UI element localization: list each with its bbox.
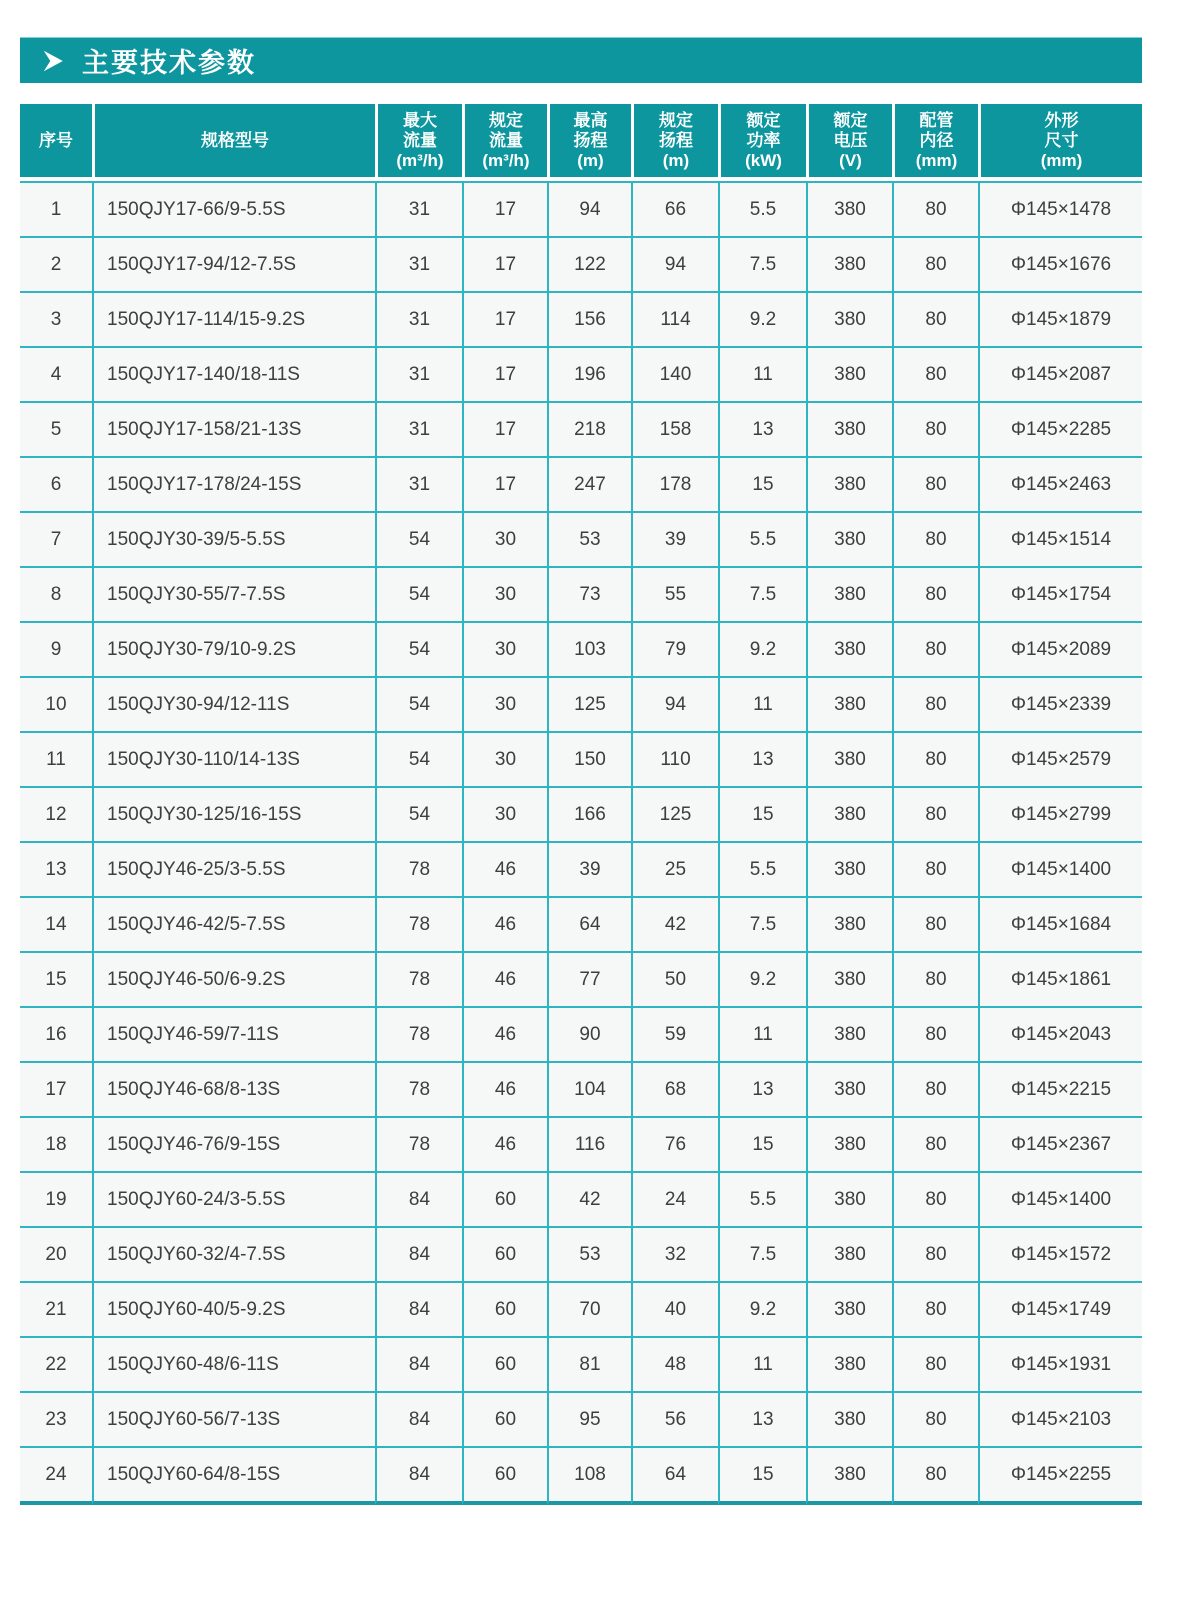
cell-dimensions: Φ145×1478 [978,181,1142,238]
cell-rated-head: 94 [631,678,718,733]
cell-index: 12 [20,788,92,843]
cell-max-flow: 31 [375,458,462,513]
header-cell-rated-flow: 规定 流量 (m³/h) [462,104,547,181]
cell-model: 150QJY46-68/8-13S [92,1063,375,1118]
cell-voltage: 380 [806,513,892,568]
cell-pipe-bore: 80 [892,733,978,788]
cell-dimensions: Φ145×1931 [978,1338,1142,1393]
cell-pipe-bore: 80 [892,898,978,953]
cell-max-head: 39 [547,843,631,898]
cell-index: 1 [20,181,92,238]
cell-rated-head: 48 [631,1338,718,1393]
cell-index: 16 [20,1008,92,1063]
cell-power: 5.5 [718,513,806,568]
cell-pipe-bore: 80 [892,1118,978,1173]
cell-rated-flow: 30 [462,788,547,843]
cell-voltage: 380 [806,1118,892,1173]
cell-rated-head: 110 [631,733,718,788]
cell-model: 150QJY30-55/7-7.5S [92,568,375,623]
cell-max-flow: 54 [375,678,462,733]
cell-pipe-bore: 80 [892,1063,978,1118]
cell-max-head: 247 [547,458,631,513]
cell-power: 13 [718,733,806,788]
cell-power: 13 [718,1393,806,1448]
header-cell-pipe-bore: 配管 内径 (mm) [892,104,978,181]
cell-max-head: 103 [547,623,631,678]
cell-rated-flow: 60 [462,1448,547,1505]
table-row [20,238,1142,293]
cell-power: 9.2 [718,623,806,678]
cell-dimensions: Φ145×2367 [978,1118,1142,1173]
cell-max-flow: 84 [375,1283,462,1338]
cell-power: 5.5 [718,843,806,898]
cell-index: 2 [20,238,92,293]
cell-rated-head: 79 [631,623,718,678]
cell-max-head: 116 [547,1118,631,1173]
table-row [20,513,1142,568]
table-row [20,293,1142,348]
cell-rated-head: 68 [631,1063,718,1118]
cell-model: 150QJY17-140/18-11S [92,348,375,403]
cell-max-flow: 54 [375,513,462,568]
cell-voltage: 380 [806,403,892,458]
cell-rated-flow: 60 [462,1338,547,1393]
cell-model: 150QJY17-178/24-15S [92,458,375,513]
cell-rated-flow: 17 [462,348,547,403]
cell-power: 15 [718,1118,806,1173]
cell-max-flow: 54 [375,623,462,678]
cell-max-head: 196 [547,348,631,403]
cell-rated-flow: 46 [462,1008,547,1063]
cell-voltage: 380 [806,1393,892,1448]
cell-max-head: 53 [547,1228,631,1283]
cell-dimensions: Φ145×2087 [978,348,1142,403]
header-cell-voltage: 额定 电压 (V) [806,104,892,181]
table-row [20,1228,1142,1283]
cell-power: 7.5 [718,568,806,623]
cell-index: 8 [20,568,92,623]
section-title-bar [20,37,1142,83]
cell-rated-head: 114 [631,293,718,348]
cell-max-flow: 78 [375,953,462,1008]
cell-voltage: 380 [806,1338,892,1393]
cell-max-head: 95 [547,1393,631,1448]
cell-pipe-bore: 80 [892,843,978,898]
cell-model: 150QJY60-48/6-11S [92,1338,375,1393]
cell-rated-head: 66 [631,181,718,238]
table-row [20,348,1142,403]
table-row [20,843,1142,898]
cell-dimensions: Φ145×1684 [978,898,1142,953]
cell-rated-head: 76 [631,1118,718,1173]
cell-dimensions: Φ145×2799 [978,788,1142,843]
cell-power: 11 [718,678,806,733]
table-row [20,181,1142,238]
cell-power: 7.5 [718,1228,806,1283]
cell-voltage: 380 [806,1283,892,1338]
cell-max-head: 73 [547,568,631,623]
cell-dimensions: Φ145×2103 [978,1393,1142,1448]
table-row [20,953,1142,1008]
cell-dimensions: Φ145×2285 [978,403,1142,458]
cell-max-flow: 78 [375,1008,462,1063]
cell-max-head: 108 [547,1448,631,1505]
cell-dimensions: Φ145×1514 [978,513,1142,568]
cell-model: 150QJY17-66/9-5.5S [92,181,375,238]
cell-pipe-bore: 80 [892,238,978,293]
cell-rated-head: 50 [631,953,718,1008]
cell-power: 7.5 [718,898,806,953]
cell-index: 20 [20,1228,92,1283]
cell-power: 13 [718,403,806,458]
cell-model: 150QJY46-59/7-11S [92,1008,375,1063]
cell-max-head: 70 [547,1283,631,1338]
table-row [20,1338,1142,1393]
cell-index: 4 [20,348,92,403]
cell-rated-head: 158 [631,403,718,458]
cell-rated-head: 32 [631,1228,718,1283]
cell-max-head: 64 [547,898,631,953]
header-cell-max-flow: 最大 流量 (m³/h) [375,104,462,181]
cell-rated-head: 39 [631,513,718,568]
cell-model: 150QJY46-25/3-5.5S [92,843,375,898]
cell-voltage: 380 [806,788,892,843]
cell-rated-flow: 17 [462,293,547,348]
cell-index: 13 [20,843,92,898]
cell-max-flow: 84 [375,1173,462,1228]
cell-voltage: 380 [806,293,892,348]
table-row [20,1063,1142,1118]
cell-max-head: 122 [547,238,631,293]
cell-rated-head: 178 [631,458,718,513]
cell-pipe-bore: 80 [892,293,978,348]
cell-rated-flow: 46 [462,1118,547,1173]
cell-index: 18 [20,1118,92,1173]
cell-dimensions: Φ145×1400 [978,843,1142,898]
cell-power: 9.2 [718,953,806,1008]
cell-max-flow: 31 [375,348,462,403]
cell-max-flow: 78 [375,1118,462,1173]
cell-power: 11 [718,1338,806,1393]
cell-index: 11 [20,733,92,788]
cell-dimensions: Φ145×1861 [978,953,1142,1008]
cell-rated-flow: 60 [462,1228,547,1283]
cell-power: 15 [718,788,806,843]
chevron-right-icon [40,48,66,74]
cell-rated-flow: 30 [462,513,547,568]
cell-index: 21 [20,1283,92,1338]
table-row [20,898,1142,953]
table-row [20,1173,1142,1228]
cell-model: 150QJY60-64/8-15S [92,1448,375,1505]
cell-model: 150QJY17-94/12-7.5S [92,238,375,293]
cell-dimensions: Φ145×2043 [978,1008,1142,1063]
cell-voltage: 380 [806,458,892,513]
cell-rated-head: 40 [631,1283,718,1338]
cell-power: 9.2 [718,293,806,348]
cell-rated-flow: 30 [462,623,547,678]
cell-voltage: 380 [806,1448,892,1505]
cell-dimensions: Φ145×2339 [978,678,1142,733]
cell-max-flow: 54 [375,788,462,843]
cell-max-flow: 78 [375,843,462,898]
cell-model: 150QJY46-76/9-15S [92,1118,375,1173]
cell-max-flow: 84 [375,1228,462,1283]
cell-max-head: 53 [547,513,631,568]
cell-pipe-bore: 80 [892,403,978,458]
cell-index: 6 [20,458,92,513]
cell-max-flow: 78 [375,898,462,953]
cell-voltage: 380 [806,1228,892,1283]
cell-voltage: 380 [806,238,892,293]
cell-index: 10 [20,678,92,733]
cell-max-head: 156 [547,293,631,348]
cell-power: 9.2 [718,1283,806,1338]
cell-model: 150QJY60-24/3-5.5S [92,1173,375,1228]
table-row [20,678,1142,733]
cell-power: 15 [718,458,806,513]
header-row [20,104,1142,181]
cell-voltage: 380 [806,1173,892,1228]
table-row [20,1393,1142,1448]
cell-index: 14 [20,898,92,953]
cell-power: 11 [718,1008,806,1063]
table-row [20,733,1142,788]
cell-rated-flow: 17 [462,238,547,293]
cell-dimensions: Φ145×1879 [978,293,1142,348]
cell-voltage: 380 [806,348,892,403]
table-row [20,1448,1142,1505]
cell-model: 150QJY17-158/21-13S [92,403,375,458]
cell-pipe-bore: 80 [892,1008,978,1063]
cell-model: 150QJY30-125/16-15S [92,788,375,843]
cell-model: 150QJY30-94/12-11S [92,678,375,733]
header-cell-model: 规格型号 [92,104,375,181]
cell-max-flow: 54 [375,568,462,623]
cell-pipe-bore: 80 [892,1338,978,1393]
table-row [20,623,1142,678]
cell-pipe-bore: 80 [892,1173,978,1228]
table-row [20,788,1142,843]
cell-rated-head: 59 [631,1008,718,1063]
cell-voltage: 380 [806,623,892,678]
cell-rated-head: 140 [631,348,718,403]
cell-pipe-bore: 80 [892,1393,978,1448]
table-header [20,104,1142,181]
cell-pipe-bore: 80 [892,953,978,1008]
cell-index: 17 [20,1063,92,1118]
cell-index: 24 [20,1448,92,1505]
cell-rated-flow: 60 [462,1283,547,1338]
cell-pipe-bore: 80 [892,348,978,403]
cell-max-head: 166 [547,788,631,843]
cell-index: 7 [20,513,92,568]
cell-rated-flow: 17 [462,181,547,238]
cell-model: 150QJY46-42/5-7.5S [92,898,375,953]
cell-voltage: 380 [806,1008,892,1063]
cell-dimensions: Φ145×1676 [978,238,1142,293]
cell-pipe-bore: 80 [892,678,978,733]
cell-dimensions: Φ145×2463 [978,458,1142,513]
cell-dimensions: Φ145×2089 [978,623,1142,678]
cell-pipe-bore: 80 [892,513,978,568]
table-body [20,181,1142,1505]
cell-max-head: 77 [547,953,631,1008]
page-content [20,37,1142,1505]
table-row [20,1118,1142,1173]
cell-power: 13 [718,1063,806,1118]
cell-model: 150QJY17-114/15-9.2S [92,293,375,348]
cell-max-flow: 31 [375,181,462,238]
cell-rated-flow: 17 [462,458,547,513]
cell-dimensions: Φ145×1754 [978,568,1142,623]
cell-power: 11 [718,348,806,403]
cell-index: 3 [20,293,92,348]
table-row [20,458,1142,513]
cell-index: 19 [20,1173,92,1228]
cell-rated-flow: 30 [462,568,547,623]
cell-model: 150QJY60-56/7-13S [92,1393,375,1448]
cell-rated-flow: 30 [462,733,547,788]
cell-index: 23 [20,1393,92,1448]
cell-model: 150QJY60-32/4-7.5S [92,1228,375,1283]
cell-max-head: 125 [547,678,631,733]
cell-model: 150QJY46-50/6-9.2S [92,953,375,1008]
cell-max-head: 104 [547,1063,631,1118]
cell-max-flow: 31 [375,293,462,348]
cell-voltage: 380 [806,843,892,898]
cell-pipe-bore: 80 [892,181,978,238]
cell-max-head: 42 [547,1173,631,1228]
cell-pipe-bore: 80 [892,458,978,513]
cell-rated-head: 25 [631,843,718,898]
cell-index: 5 [20,403,92,458]
cell-max-head: 94 [547,181,631,238]
cell-rated-head: 55 [631,568,718,623]
cell-rated-head: 94 [631,238,718,293]
header-cell-dimensions: 外形 尺寸 (mm) [978,104,1142,181]
cell-max-head: 90 [547,1008,631,1063]
table-row [20,568,1142,623]
cell-max-flow: 84 [375,1393,462,1448]
cell-voltage: 380 [806,953,892,1008]
cell-rated-flow: 46 [462,1063,547,1118]
cell-max-head: 81 [547,1338,631,1393]
cell-power: 15 [718,1448,806,1505]
cell-voltage: 380 [806,678,892,733]
table-row [20,1283,1142,1338]
table-row [20,403,1142,458]
specs-table [20,104,1142,1505]
cell-model: 150QJY30-110/14-13S [92,733,375,788]
cell-max-flow: 54 [375,733,462,788]
cell-power: 5.5 [718,181,806,238]
cell-voltage: 380 [806,733,892,788]
cell-pipe-bore: 80 [892,623,978,678]
cell-voltage: 380 [806,1063,892,1118]
cell-pipe-bore: 80 [892,1228,978,1283]
cell-dimensions: Φ145×2215 [978,1063,1142,1118]
cell-rated-flow: 46 [462,843,547,898]
cell-pipe-bore: 80 [892,568,978,623]
section-title: 主要技术参数 [82,48,256,78]
cell-rated-head: 24 [631,1173,718,1228]
cell-rated-head: 125 [631,788,718,843]
cell-rated-flow: 60 [462,1173,547,1228]
cell-index: 15 [20,953,92,1008]
cell-rated-flow: 46 [462,898,547,953]
cell-power: 5.5 [718,1173,806,1228]
header-cell-power: 额定 功率 (kW) [718,104,806,181]
cell-dimensions: Φ145×1572 [978,1228,1142,1283]
cell-model: 150QJY60-40/5-9.2S [92,1283,375,1338]
cell-rated-head: 56 [631,1393,718,1448]
cell-max-head: 218 [547,403,631,458]
cell-dimensions: Φ145×1749 [978,1283,1142,1338]
cell-rated-head: 42 [631,898,718,953]
cell-rated-head: 64 [631,1448,718,1505]
cell-max-flow: 78 [375,1063,462,1118]
cell-rated-flow: 46 [462,953,547,1008]
header-cell-index: 序号 [20,104,92,181]
cell-index: 9 [20,623,92,678]
cell-max-flow: 31 [375,238,462,293]
cell-dimensions: Φ145×1400 [978,1173,1142,1228]
table-row [20,1008,1142,1063]
cell-rated-flow: 60 [462,1393,547,1448]
cell-voltage: 380 [806,898,892,953]
cell-rated-flow: 30 [462,678,547,733]
cell-pipe-bore: 80 [892,1448,978,1505]
cell-max-flow: 84 [375,1448,462,1505]
cell-index: 22 [20,1338,92,1393]
cell-model: 150QJY30-39/5-5.5S [92,513,375,568]
header-cell-max-head: 最高 扬程 (m) [547,104,631,181]
cell-pipe-bore: 80 [892,788,978,843]
header-cell-rated-head: 规定 扬程 (m) [631,104,718,181]
cell-dimensions: Φ145×2579 [978,733,1142,788]
cell-rated-flow: 17 [462,403,547,458]
cell-voltage: 380 [806,568,892,623]
cell-max-flow: 84 [375,1338,462,1393]
cell-max-flow: 31 [375,403,462,458]
cell-max-head: 150 [547,733,631,788]
cell-dimensions: Φ145×2255 [978,1448,1142,1505]
cell-model: 150QJY30-79/10-9.2S [92,623,375,678]
cell-voltage: 380 [806,181,892,238]
cell-pipe-bore: 80 [892,1283,978,1338]
cell-power: 7.5 [718,238,806,293]
